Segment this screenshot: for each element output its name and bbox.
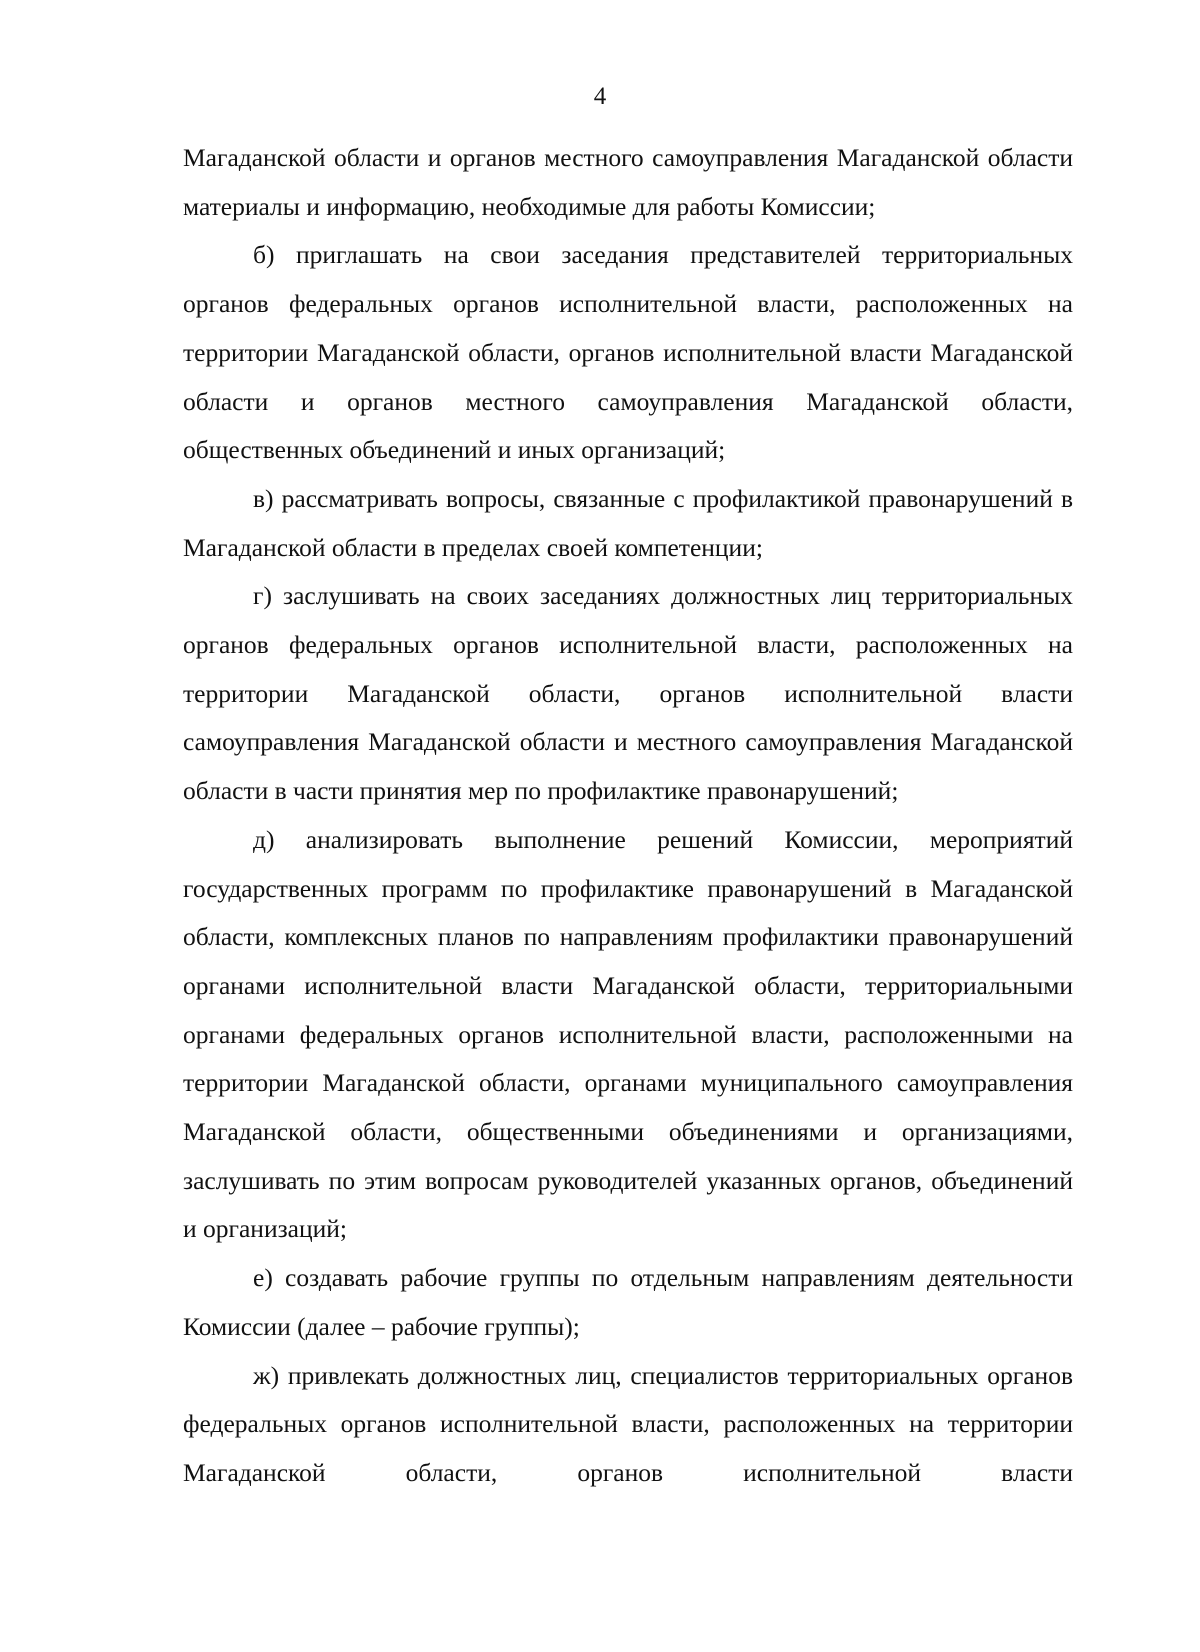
page-number: 4 [593,83,607,110]
paragraph-continuation: Магаданской области и органов местного самоуправления Магаданской области материалы и информацию, необходимые для работы Комиссии; [183,143,1073,221]
document-body [183,134,1073,1498]
paragraph-item-v: в) рассматривать вопросы, связанные с профилактикой правонарушений в Магаданской области в пределах своей компетенции; [183,483,1073,562]
paragraph-item-b: б) приглашать на свои заседания представителей территориальных органов федеральных органов исполнительной власти, расположенных на территории Магаданской области, органов исполнительной власти Магаданской области и органов местного самоуправления Магаданской области, общественных объединений и иных организаций; [183,240,1073,465]
paragraph-item-d: д) анализировать выполнение решений Комиссии, мероприятий государственных программ по профилактике правонарушений в Магаданской области, комплексных планов по направлениям профилактики правонарушений органами исполнительной власти Магаданской области, территориальными органами федеральных органов исполнительной власти, расположенными на территории Магаданской области, органами муниципального самоуправления Магаданской области, общественными объединениями и организациями, заслушивать по этим вопросам руководителей указанных органов, объединений и организаций; [183,824,1073,1244]
paragraph-item-g: г) заслушивать на своих заседаниях должностных лиц территориальных органов федеральных органов исполнительной власти, расположенных на территории Магаданской области, органов исполнительной власти самоуправления Магаданской области и местного самоуправления Магаданской области в части принятия мер по профилактике правонарушений; [183,581,1073,806]
paragraph-item-zh: ж) привлекать должностных лиц, специалистов территориальных органов федеральных органов исполнительной власти, расположенных на территории Магаданской области, органов исполнительной власти [183,1360,1073,1487]
paragraph-item-e: е) создавать рабочие группы по отдельным направлениям деятельности Комиссии (далее – рабочие группы); [183,1263,1073,1341]
